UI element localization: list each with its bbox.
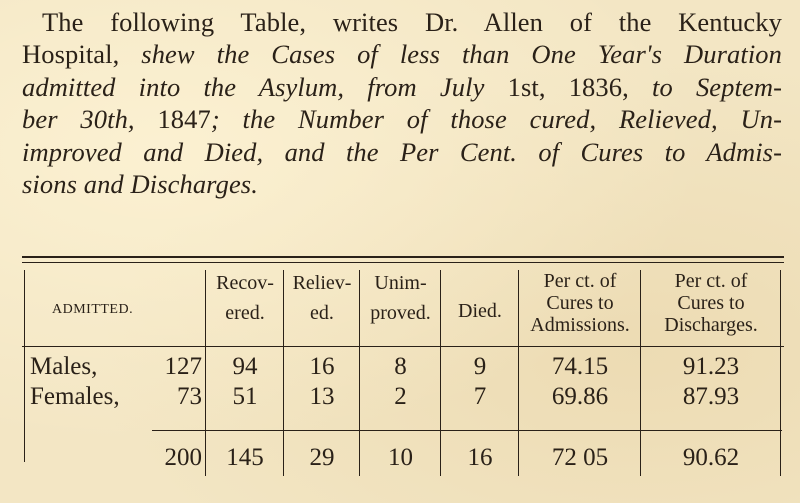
total-recovered: 145	[226, 444, 264, 471]
cell-unimproved: 2	[394, 383, 407, 410]
cell-died: 9	[473, 353, 487, 380]
total-pct-discharges: 90.62	[682, 444, 740, 471]
paragraph-italic-text: shew the Cases of less than One Year's Duration	[141, 39, 782, 70]
header-text: ed.	[310, 302, 334, 324]
header-text: Cures to	[546, 292, 614, 314]
paragraph-text: 1st, 1836,	[507, 71, 629, 102]
total-died: 16	[467, 444, 493, 471]
header-text: Unim-	[374, 272, 427, 294]
cell-relieved: 16	[309, 353, 335, 380]
cell-recovered: 51	[232, 383, 258, 410]
paragraph-italic-text: to Septem-	[628, 71, 782, 102]
totals-rule	[152, 430, 782, 431]
header-text: Admissions.	[530, 314, 630, 336]
cell-admitted: 127	[164, 353, 202, 380]
intro-paragraph	[22, 6, 782, 200]
paragraph-italic-text: sions and Discharges.	[22, 169, 258, 200]
row-label: Males,	[30, 353, 98, 380]
paragraph-line	[22, 71, 782, 103]
table-border-left	[24, 270, 25, 462]
header-text: proved.	[370, 302, 431, 324]
header-text: Died.	[458, 300, 502, 322]
paragraph-italic-text: improved and Died, and the Per Cent. of Cures to Admis-	[22, 136, 782, 167]
paragraph-text: The following Table, writes Dr. Allen of the Kentucky	[42, 7, 782, 37]
row-label: Females,	[30, 383, 120, 410]
header-recovered	[206, 272, 284, 324]
paragraph-italic-text: ber 30th,	[22, 104, 158, 135]
paragraph-line	[22, 38, 782, 70]
cell-recovered: 94	[232, 353, 258, 380]
paragraph-text: 1847	[157, 104, 211, 135]
paragraph-italic-text: ; the Number of those cured, Relieved, Un-	[210, 104, 782, 135]
header-text: Per ct. of	[674, 270, 748, 292]
header-unimproved	[360, 272, 441, 324]
statistics-table	[22, 266, 784, 490]
total-relieved: 29	[309, 444, 335, 471]
paragraph-text: Hospital,	[22, 39, 142, 70]
cell-pct-admissions: 74.15	[551, 353, 609, 380]
admitted-header: ADMITTED.	[52, 302, 134, 317]
cell-died: 7	[473, 383, 487, 410]
cell-admitted: 73	[177, 383, 202, 410]
paragraph-line	[22, 103, 782, 135]
header-pct-admissions	[519, 270, 641, 336]
paragraph-italic-text: admitted into the Asylum, from July	[22, 71, 508, 102]
paragraph-line	[22, 168, 782, 200]
header-died	[441, 300, 519, 322]
total-pct-admissions: 72 05	[551, 444, 609, 471]
header-pct-discharges	[641, 270, 781, 336]
header-text: Reliev-	[292, 272, 352, 294]
paragraph-line	[22, 6, 782, 38]
paragraph-line	[22, 136, 782, 168]
cell-pct-discharges: 91.23	[682, 353, 740, 380]
header-text: ered.	[225, 302, 265, 324]
header-text: Discharges.	[664, 314, 758, 336]
header-relieved	[284, 272, 360, 324]
cell-unimproved: 8	[394, 353, 407, 380]
table-top-rule	[22, 256, 784, 263]
total-admitted: 200	[164, 444, 202, 471]
header-rule	[22, 346, 784, 347]
total-unimproved: 10	[388, 444, 413, 471]
cell-relieved: 13	[309, 383, 335, 410]
header-text: Per ct. of	[543, 270, 617, 292]
cell-pct-admissions: 69.86	[551, 383, 609, 410]
header-text: Recov-	[216, 272, 274, 294]
cell-pct-discharges: 87.93	[682, 383, 740, 410]
header-text: Cures to	[677, 292, 745, 314]
